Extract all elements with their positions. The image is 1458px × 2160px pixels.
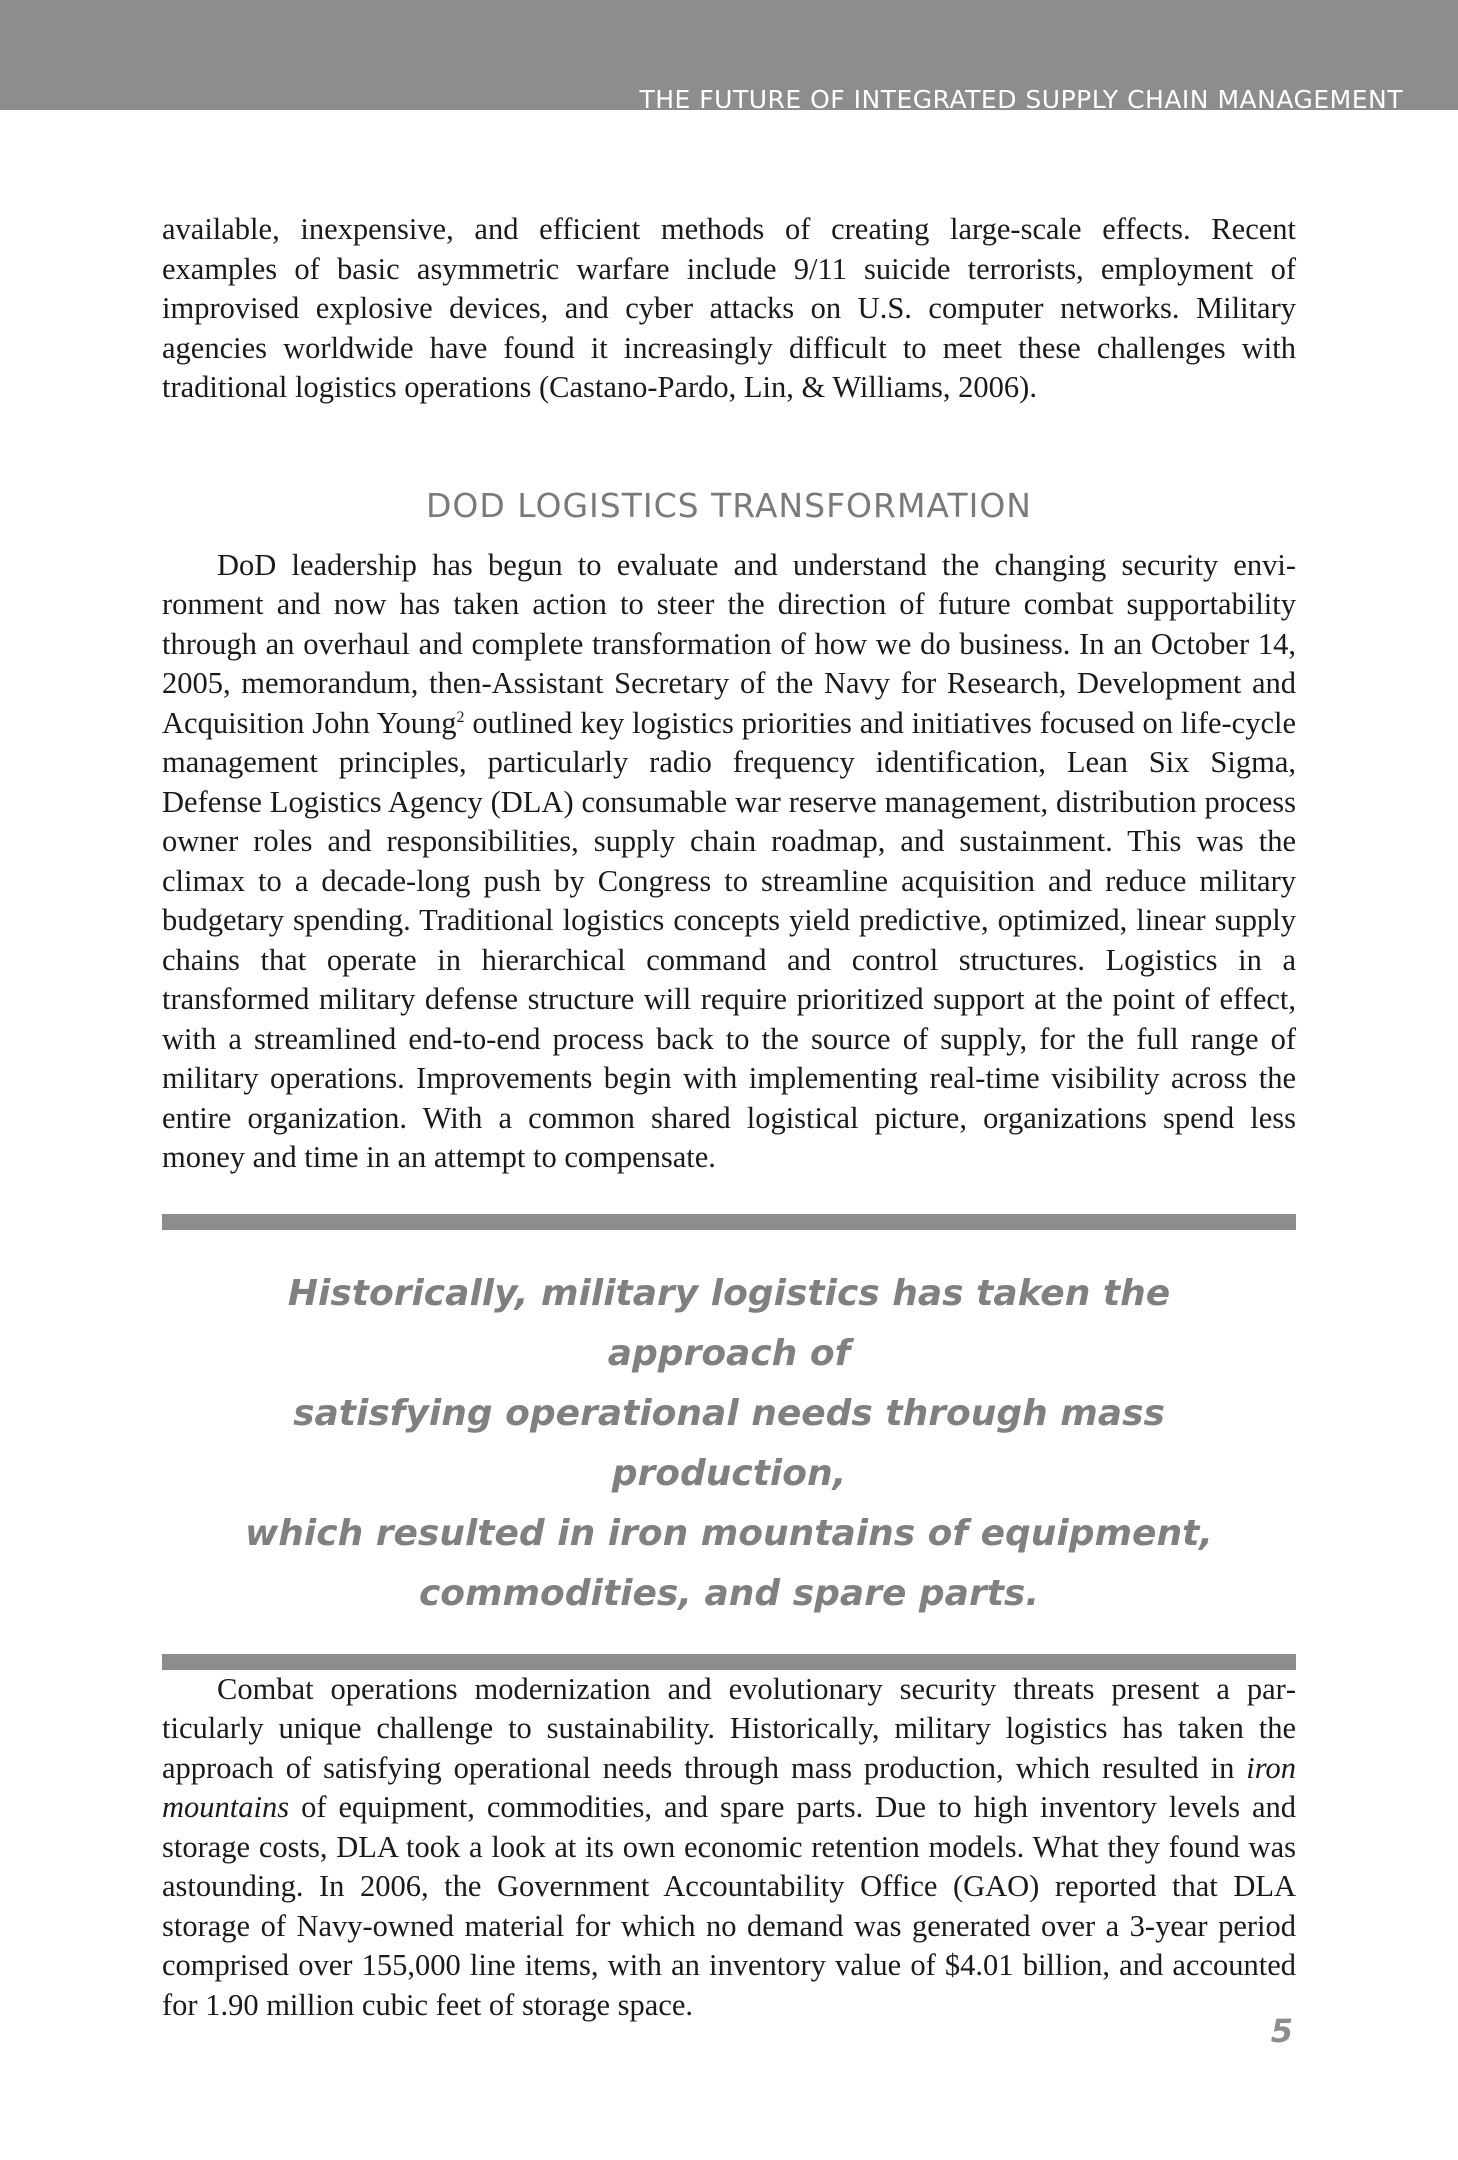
- page-number: 5: [1270, 2012, 1293, 2050]
- footnote-marker: 2: [456, 708, 465, 726]
- paragraph-3-text-b: of equipment, commodities, and spare parts. Due to high inventory levels and storage costs, DLA took a look at its own economic retention models. What they found was astounding. In 2006, the Government Accountability Office (GAO) reported that DLA storage of Navy-owned material for which no demand was generated over a 3-year period comprised over 155,000 line items, with an inventory value of $4.01 billion, and accounted for 1.90 million cubic feet of storage space.: [162, 1790, 1296, 2022]
- running-head: THE FUTURE OF INTEGRATED SUPPLY CHAIN MANAGEMENT: [639, 85, 1403, 114]
- pull-quote: [162, 1264, 1296, 1624]
- body-paragraph-1: available, inexpensive, and efficient methods of creating large-scale effects. Recent examples of basic asymmetric warfare include 9/11 suicide terrorists, employment of improvised explosive devices, and cyber attacks on U.S. computer networks. Military agencies worldwide have found it increasingly difficult to meet these challenges with traditional logistics operations (Castano-Pardo, Lin, & Williams, 2006).: [162, 212, 1296, 404]
- paragraph-3-text-a: Combat operations modernization and evolutionary security threats present a particularly unique challenge to sustainability. Historically, military logistics has taken the approach of satisfying operational needs through mass production, which resulted in: [162, 1671, 1296, 1785]
- paragraph-2-text-b: outlined key logistics priorities and initiatives focused on life-cycle management principles, particularly radio frequency identification, Lean Six Sigma, Defense Logistics Agency (DLA) consumable war reserve management, distribution process owner roles and responsibilities, supply chain roadmap, and sustainment. This was the climax to a decade-long push by Congress to streamline acquisition and reduce military budgetary spending. Traditional logistics concepts yield predictive, optimized, linear supply chains that operate in hierarchical command and control structures. Logistics in a transformed military defense structure will require prioritized support at the point of effect, with a streamlined end-to-end process back to the source of supply, for the full range of military operations. Improvements begin with implementing real-time visibility across the entire organization. With a common shared logistical picture, organizations spend less money and time in an attempt to compensate.: [162, 705, 1297, 1174]
- paragraph-2-text-a: DoD leadership has begun to evaluate and understand the changing security environment and now has taken action to steer the direction of future combat supportability through an overhaul and complete transformation of how we do business. In an October 14, 2005, memorandum, then-Assistant Secretary of the Navy for Research, Development and Acquisition John Young: [162, 547, 1296, 740]
- section-heading: DOD LOGISTICS TRANSFORMATION: [426, 485, 1032, 525]
- body-paragraph-3: [162, 1670, 1296, 2026]
- pull-quote-line-3: which resulted in iron mountains of equipment,: [245, 1512, 1213, 1554]
- pull-quote-line-2: satisfying operational needs through mass production,: [293, 1392, 1165, 1494]
- pull-quote-bottom-rule: [162, 1654, 1296, 1670]
- pull-quote-line-4: commodities, and spare parts.: [418, 1572, 1040, 1614]
- paragraph-3-italic: iron mountains: [162, 1750, 1296, 1824]
- page-content: [162, 210, 1296, 2025]
- body-paragraph-2: [162, 546, 1296, 1178]
- pull-quote-top-rule: [162, 1214, 1296, 1230]
- pull-quote-line-1: Historically, military logistics has taken the approach of: [287, 1272, 1171, 1374]
